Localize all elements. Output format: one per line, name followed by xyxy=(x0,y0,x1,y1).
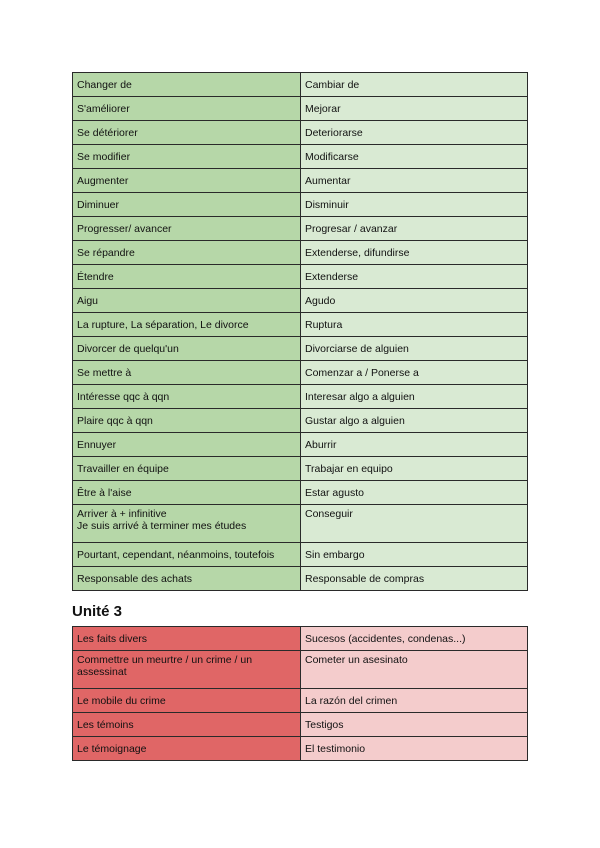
table-row xyxy=(73,289,528,313)
french-term: Progresser/ avancer xyxy=(73,217,301,241)
french-term: Ennuyer xyxy=(73,433,301,457)
table-row xyxy=(73,567,528,591)
table-row xyxy=(73,97,528,121)
spanish-translation: La razón del crimen xyxy=(301,689,528,713)
french-term: Se détériorer xyxy=(73,121,301,145)
french-term xyxy=(73,505,301,543)
spanish-translation: Comenzar a / Ponerse a xyxy=(301,361,528,385)
table-row xyxy=(73,337,528,361)
spanish-translation: Gustar algo a alguien xyxy=(301,409,528,433)
french-term: Étendre xyxy=(73,265,301,289)
spanish-translation: Cambiar de xyxy=(301,73,528,97)
table-row xyxy=(73,481,528,505)
spanish-translation: El testimonio xyxy=(301,737,528,761)
french-term: S'améliorer xyxy=(73,97,301,121)
french-term: Travailler en équipe xyxy=(73,457,301,481)
french-term: Commettre un meurtre / un crime / un assessinat xyxy=(73,651,301,689)
french-term: Se mettre à xyxy=(73,361,301,385)
table-row xyxy=(73,505,528,543)
table-row xyxy=(73,193,528,217)
spanish-translation: Testigos xyxy=(301,713,528,737)
french-term-line: Arriver à + infinitive xyxy=(77,508,167,520)
french-term: Pourtant, cependant, néanmoins, toutefois xyxy=(73,543,301,567)
french-term: Le mobile du crime xyxy=(73,689,301,713)
table-row xyxy=(73,543,528,567)
table-row xyxy=(73,385,528,409)
spanish-translation: Divorciarse de alguien xyxy=(301,337,528,361)
spanish-translation: Aburrir xyxy=(301,433,528,457)
french-term: Être à l'aise xyxy=(73,481,301,505)
table-row xyxy=(73,737,528,761)
table-row xyxy=(73,433,528,457)
spanish-translation: Sucesos (accidentes, condenas...) xyxy=(301,627,528,651)
unit-3-table xyxy=(72,626,528,761)
table-row xyxy=(73,689,528,713)
unit-3-heading: Unité 3 xyxy=(72,603,123,620)
spanish-translation: Aumentar xyxy=(301,169,528,193)
spanish-translation: Progresar / avanzar xyxy=(301,217,528,241)
french-term: Se répandre xyxy=(73,241,301,265)
table-row xyxy=(73,361,528,385)
spanish-translation: Extenderse, difundirse xyxy=(301,241,528,265)
spanish-translation: Agudo xyxy=(301,289,528,313)
spanish-translation: Trabajar en equipo xyxy=(301,457,528,481)
table-row xyxy=(73,265,528,289)
spanish-translation: Extenderse xyxy=(301,265,528,289)
spanish-translation: Cometer un asesinato xyxy=(301,651,528,689)
table-row xyxy=(73,121,528,145)
spanish-translation: Mejorar xyxy=(301,97,528,121)
french-term: Se modifier xyxy=(73,145,301,169)
table-row xyxy=(73,457,528,481)
table-row xyxy=(73,241,528,265)
french-term: Les faits divers xyxy=(73,627,301,651)
french-term: Intéresse qqc à qqn xyxy=(73,385,301,409)
table-row xyxy=(73,651,528,689)
french-term: La rupture, La séparation, Le divorce xyxy=(73,313,301,337)
table-row xyxy=(73,409,528,433)
table-row xyxy=(73,713,528,737)
french-term: Divorcer de quelqu'un xyxy=(73,337,301,361)
spanish-translation: Modificarse xyxy=(301,145,528,169)
table-row xyxy=(73,627,528,651)
french-term: Aigu xyxy=(73,289,301,313)
table-row xyxy=(73,313,528,337)
table-row xyxy=(73,217,528,241)
spanish-translation: Ruptura xyxy=(301,313,528,337)
spanish-translation: Conseguir xyxy=(301,505,528,543)
spanish-translation: Interesar algo a alguien xyxy=(301,385,528,409)
spanish-translation: Estar agusto xyxy=(301,481,528,505)
spanish-translation: Responsable de compras xyxy=(301,567,528,591)
french-term: Diminuer xyxy=(73,193,301,217)
spanish-translation: Sin embargo xyxy=(301,543,528,567)
french-term: Changer de xyxy=(73,73,301,97)
table-row xyxy=(73,169,528,193)
french-example-line: Je suis arrivé à terminer mes études xyxy=(77,520,247,532)
french-term: Plaire qqc à qqn xyxy=(73,409,301,433)
spanish-translation: Deteriorarse xyxy=(301,121,528,145)
french-term: Augmenter xyxy=(73,169,301,193)
french-term: Responsable des achats xyxy=(73,567,301,591)
spanish-translation: Disminuir xyxy=(301,193,528,217)
vocabulary-table xyxy=(72,72,528,591)
table-row xyxy=(73,145,528,169)
french-term: Le témoignage xyxy=(73,737,301,761)
french-term: Les témoins xyxy=(73,713,301,737)
table-row xyxy=(73,73,528,97)
